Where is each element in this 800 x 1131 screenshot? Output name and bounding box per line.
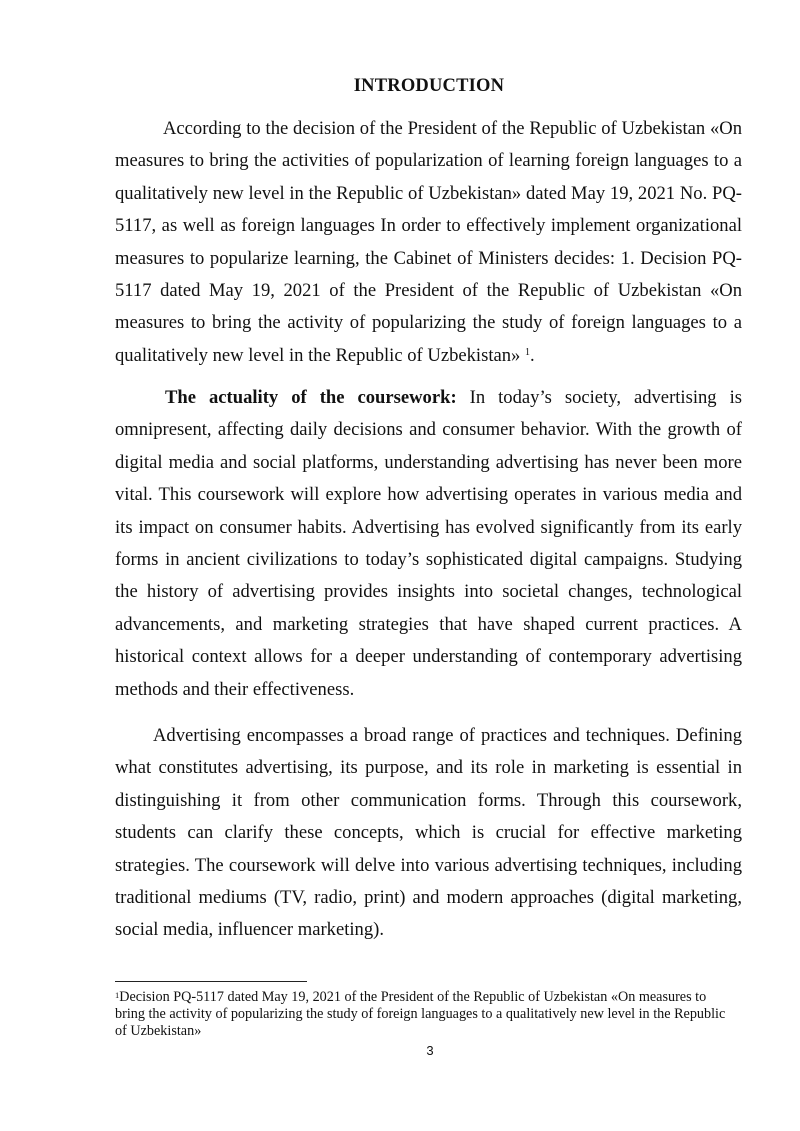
paragraph-intro-end: . [529, 344, 535, 366]
footnote-separator [115, 981, 307, 982]
paragraph-intro-text: According to the decision of the President of the Republic of Uzbekistan «On measures to bring the activities of popularization of learning foreign languages to a qualitatively new level in the Republic of Uzbekistan» dated May 19, 2021 No. PQ-5117, as well as foreign languages In order to effectively implement organizational measures to popularize learning, the Cabinet of Ministers decides: 1. Decision PQ-5117 dated May 19, 2021 of the President of the Republic of Uzbekistan «On measures to bring the activity of popularizing the study of foreign languages to a qualitatively new level in the Republic of Uzbekistan» [115, 118, 742, 366]
paragraph-definition [115, 720, 742, 947]
footnote-reference[interactable]: 1 [524, 346, 530, 358]
footnote-text: Decision PQ-5117 dated May 19, 2021 of the President of the Republic of Uzbekistan «On measures to bring the activity of popularizing the study of foreign languages to a qualitatively new level in the Republic of Uzbekistan» [115, 989, 726, 1039]
footnote [115, 989, 735, 1040]
paragraph-actuality [115, 382, 742, 706]
page-title: INTRODUCTION [353, 76, 505, 96]
page-number: 3 [426, 1043, 434, 1058]
paragraph-definition-text: Advertising encompasses a broad range of practices and techniques. Defining what constitutes advertising, its purpose, and its role in marketing is essential in distinguishing it from other communication forms. Through this coursework, students can clarify these concepts, which is crucial for effective marketing strategies. The coursework will delve into various advertising techniques, including traditional mediums (TV, radio, print) and modern approaches (digital marketing, social media, influencer marketing). [115, 725, 742, 941]
paragraph-actuality-lead: The actuality of the coursework: [165, 387, 457, 408]
footnote-mark: 1 [115, 990, 120, 1000]
paragraph-actuality-text: In today’s society, advertising is omnipresent, affecting daily decisions and consumer behavior. With the growth of digital media and social platforms, understanding advertising has never been more vital. This coursework will explore how advertising operates in various media and its impact on consumer habits. Advertising has evolved significantly from its early forms in ancient civilizations to today’s sophisticated digital campaigns. Studying the history of advertising provides insights into societal changes, technological advancements, and marketing strategies that have shaped current practices. A historical context allows for a deeper understanding of contemporary advertising methods and their effectiveness. [115, 387, 742, 700]
paragraph-intro [115, 113, 742, 372]
